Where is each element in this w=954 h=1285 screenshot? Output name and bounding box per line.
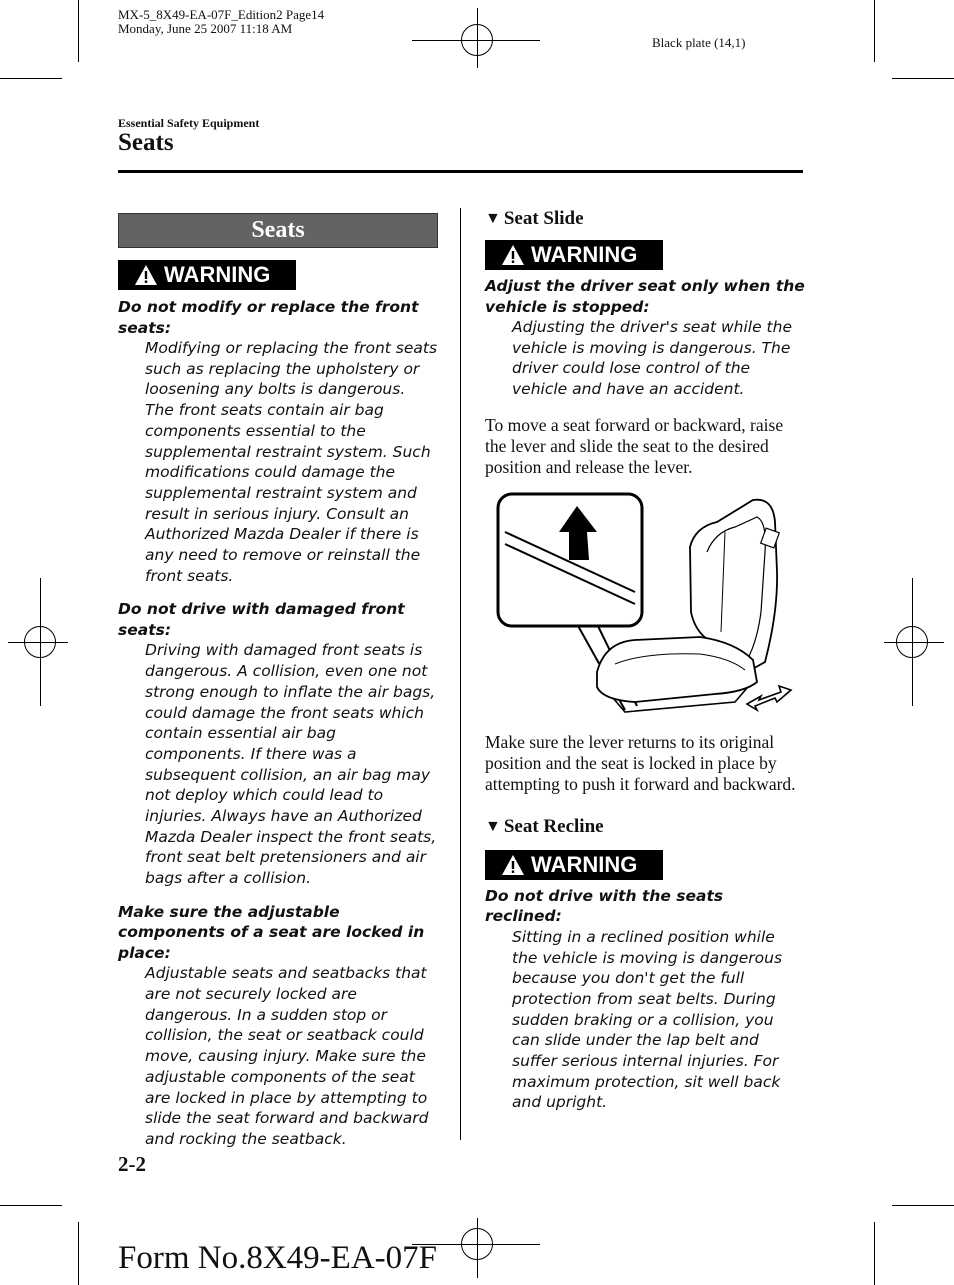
seat-slide-heading-text: Seat Slide (503, 208, 584, 229)
left-column (118, 213, 438, 1150)
down-triangle-icon: ▼ (485, 210, 501, 227)
warning-label: WARNING (531, 242, 638, 267)
warning-item (118, 902, 438, 1150)
warning-heading: Do not modify or replace the front seats: (118, 298, 419, 337)
warning-block (485, 240, 805, 400)
warning-text: Adjusting the driver's seat while the vehicle is moving is dangerous. The driver could lose control of the vehicle and have an accident. (512, 318, 792, 399)
print-info-file: MX-5_8X49-EA-07F_Edition2 Page14 (118, 7, 325, 22)
print-info-date: Monday, June 25 2007 11:18 AM (118, 21, 293, 36)
warning-label: WARNING (531, 851, 638, 877)
warning-triangle-icon (501, 854, 525, 876)
warning-heading: Make sure the adjustable components of a seat are locked in place: (118, 902, 425, 962)
header-rule (118, 170, 803, 173)
section-title-bar: Seats (118, 213, 438, 248)
warning-triangle-icon (501, 244, 525, 266)
down-triangle-icon: ▼ (485, 817, 501, 835)
warning-badge (485, 850, 663, 880)
warning-item (118, 599, 438, 888)
warning-heading: Adjust the driver seat only when the vehicle is stopped: (485, 277, 805, 316)
seat-lock-instruction: Make sure the lever returns to its original position and the seat is locked in place by attempting to push it forward and backward. (485, 731, 796, 794)
plate-info: Black plate (14,1) (652, 35, 746, 50)
seat-slide-illustration (485, 492, 805, 724)
warning-item (118, 297, 438, 586)
page-title: Seats (118, 129, 174, 156)
warning-label: WARNING (164, 262, 271, 287)
seat-illustration-icon (485, 492, 795, 724)
warning-triangle-icon (134, 264, 158, 286)
section-label: Essential Safety Equipment (118, 116, 260, 130)
warning-text: Modifying or replacing the front seats such as replacing the upholstery or loosening any bolts is dangerous. The front seats contain air bag components essential to the supplemental restraint system. Such modifications could damage the supplemental restraint system and result in serious injury. Consult an Authorized Mazda Dealer if there is any need to remove or reinstall the front seats. (145, 339, 438, 585)
warning-text: Driving with damaged front seats is dangerous. A collision, even one not strong enough to inflate the air bags, could damage the front seats which contain essential air bag components. If there was a subsequent collision, an air bag may not deploy which could lead to injuries. Always have an Authorized Mazda Dealer inspect the front seats, front seat belt pretensioners and air bags after a collision. (145, 641, 437, 888)
warning-badge (118, 260, 296, 290)
form-number: Form No.8X49-EA-07F (118, 1240, 437, 1276)
seat-recline-heading-text: Seat Recline (503, 815, 604, 837)
warning-text: Sitting in a reclined position while the vehicle is moving is dangerous because you don't get the full protection from seat belts. During sudden braking or a collision, you can slide under the lap belt and suffer serious internal injuries. For maximum protection, sit well back and upright. (512, 927, 783, 1112)
column-divider (460, 208, 461, 1140)
warning-heading: Do not drive with damaged front seats: (118, 600, 405, 639)
print-info (118, 8, 324, 36)
warning-block (485, 850, 805, 1113)
warning-heading: Do not drive with the seats reclined: (485, 886, 724, 926)
page-number: 2-2 (118, 1152, 146, 1176)
right-column (485, 208, 805, 1113)
warning-text: Adjustable seats and seatbacks that are not securely locked are dangerous. In a sudden stop or collision, the seat or seatback could move, causing injury. Make sure the adjustable components of the seat are locked in place by attempting to slide the seat forward and backward and rocking the seatback. (145, 964, 429, 1148)
warning-block (118, 260, 438, 1150)
seat-slide-instruction: To move a seat forward or backward, raise the lever and slide the seat to the desired position and release the lever. (485, 414, 784, 477)
seat-recline-heading (485, 816, 805, 838)
seat-slide-heading (485, 208, 805, 230)
warning-badge (485, 240, 663, 270)
